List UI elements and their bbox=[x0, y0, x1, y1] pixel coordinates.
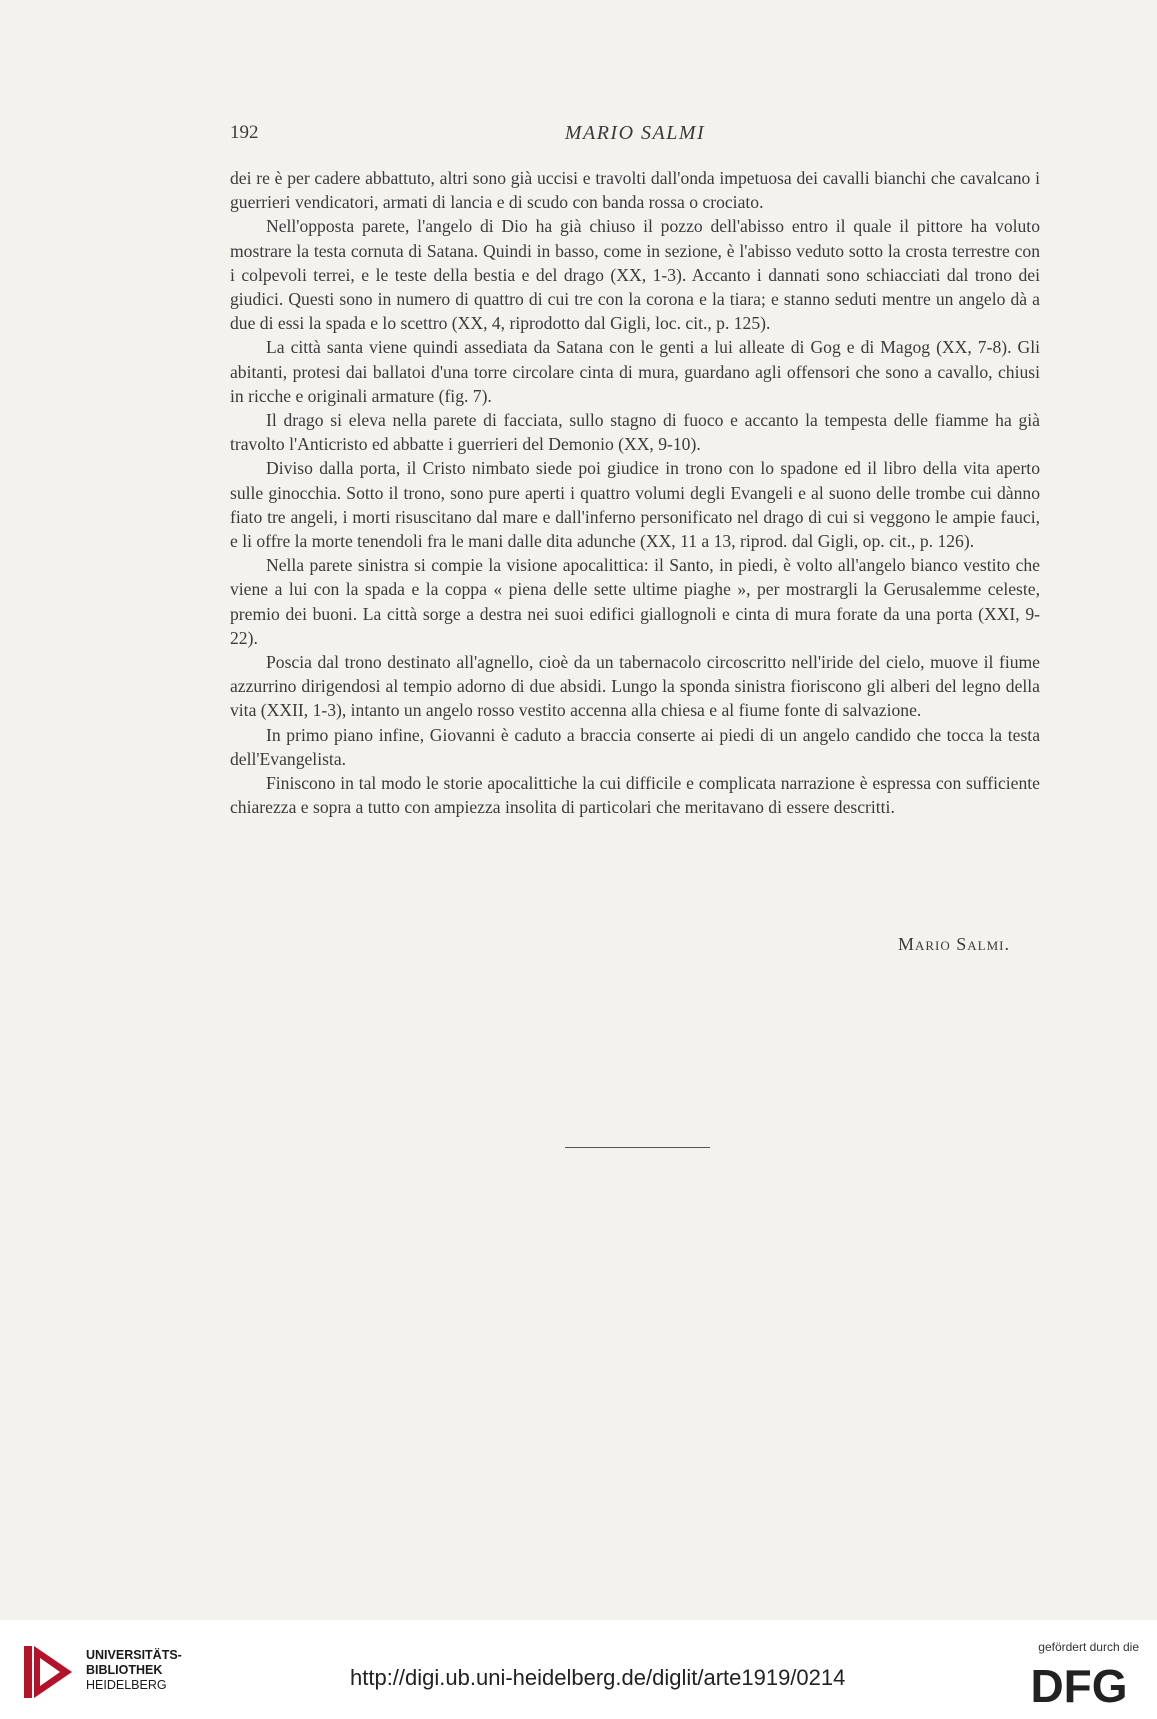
paragraph: Diviso dalla porta, il Cristo nimbato siede poi giudice in trono con lo spadone ed il libro della vita aperto sulle ginocchia. Sotto il trono, sono pure aperti i quattro volumi degli Evangeli e al suono delle trombe cui dànno fiato tre angeli, i morti risuscitano dal mare e dall'inferno personificato nel drago di cui si veggono le ampie fauci, e li offre la morte tenendoli fra le mani dalle dita adunche (XX, 11 a 13, riprod. dal Gigli, op. cit., p. 126). bbox=[230, 458, 1040, 552]
digitization-footer bbox=[0, 1620, 1157, 1719]
funding-note: gefördert durch die bbox=[1038, 1640, 1139, 1654]
running-head bbox=[230, 122, 1040, 146]
author-signature: Mario Salmi. bbox=[897, 934, 1010, 954]
page-number: 192 bbox=[230, 122, 259, 143]
university-library-name bbox=[86, 1648, 182, 1693]
paragraph: Nell'opposta parete, l'angelo di Dio ha già chiuso il pozzo dell'abisso entro il quale il pittore ha voluto mostrare la testa cornuta di Satana. Quindi in basso, come in sezione, è l'abisso veduto sotto la crosta terrestre con i colpevoli terrei, e le teste della bestia e del drago (XX, 1-3). Accanto i dannati sono schiacciati dal trono dei giudici. Questi sono in numero di quattro di cui tre con la corona e la tiara; e stanno seduti mentre un angelo dà a due di essi la spada e lo scettro (XX, 4, riprodotto dal Gigli, loc. cit., p. 125). bbox=[230, 216, 1040, 334]
dfg-logo-icon bbox=[1019, 1660, 1139, 1708]
body-text bbox=[230, 166, 1040, 819]
library-name-line: UNIVERSITÄTS- bbox=[86, 1648, 182, 1662]
paragraph: Il drago si eleva nella parete di facciata, sullo stagno di fuoco e accanto la tempesta delle fiamme ha già travolto l'Anticristo ed abbatte i guerrieri del Demonio (XX, 9-10). bbox=[230, 410, 1040, 455]
library-city: HEIDELBERG bbox=[86, 1678, 167, 1692]
end-rule-divider bbox=[565, 1147, 710, 1148]
permalink-url[interactable]: http://digi.ub.uni-heidelberg.de/diglit/arte1919/0214 bbox=[350, 1665, 846, 1690]
paragraph: Poscia dal trono destinato all'agnello, cioè da un tabernacolo circoscritto nell'iride del cielo, muove il fiume azzurrino dirigendosi al tempio adorno di due absidi. Lungo la sponda sinistra fioriscono gli alberi del legno della vita (XXII, 1-3), intanto un angelo rosso vestito accenna alla chiesa e al fiume fonte di salvazione. bbox=[230, 652, 1040, 721]
library-name-line: BIBLIOTHEK bbox=[86, 1663, 163, 1677]
running-title: MARIO SALMI bbox=[564, 122, 706, 144]
paragraph: Finiscono in tal modo le storie apocalittiche la cui difficile e complicata narrazione è espressa con sufficiente chiarezza e sopra a tutto con ampiezza insolita di particolari che meritavano di essere descritti. bbox=[230, 773, 1040, 818]
dfg-logo-text: DFG bbox=[1030, 1660, 1128, 1708]
university-library-logo-icon bbox=[22, 1642, 74, 1702]
paragraph: In primo piano infine, Giovanni è caduto a braccia conserte ai piedi di un angelo candido che tocca la testa dell'Evangelista. bbox=[230, 724, 1040, 769]
paragraph: La città santa viene quindi assediata da Satana con le genti a lui alleate di Gog e di Magog (XX, 7-8). Gli abitanti, protesi dai ballatoi d'una torre circolare cinta di mura, guardano agli offensori che sono a cavallo, chiusi in ricche e originali armature (fig. 7). bbox=[230, 337, 1040, 406]
paragraph: dei re è per cadere abbattuto, altri sono già uccisi e travolti dall'onda impetuosa dei cavalli bianchi che cavalcano i guerrieri vendicatori, armati di lancia e di scudo con banda rossa o crociato. bbox=[230, 168, 1040, 213]
paragraph: Nella parete sinistra si compie la visione apocalittica: il Santo, in piedi, è volto all'angelo bianco vestito che viene a lui con la spada e la coppa « piena delle sette ultime piaghe », per mostrargli la Gerusalemme celeste, premio dei buoni. La città sorge a destra nei suoi edifici giallognoli e cinta di mura forate da una porta (XXI, 9-22). bbox=[230, 555, 1040, 648]
